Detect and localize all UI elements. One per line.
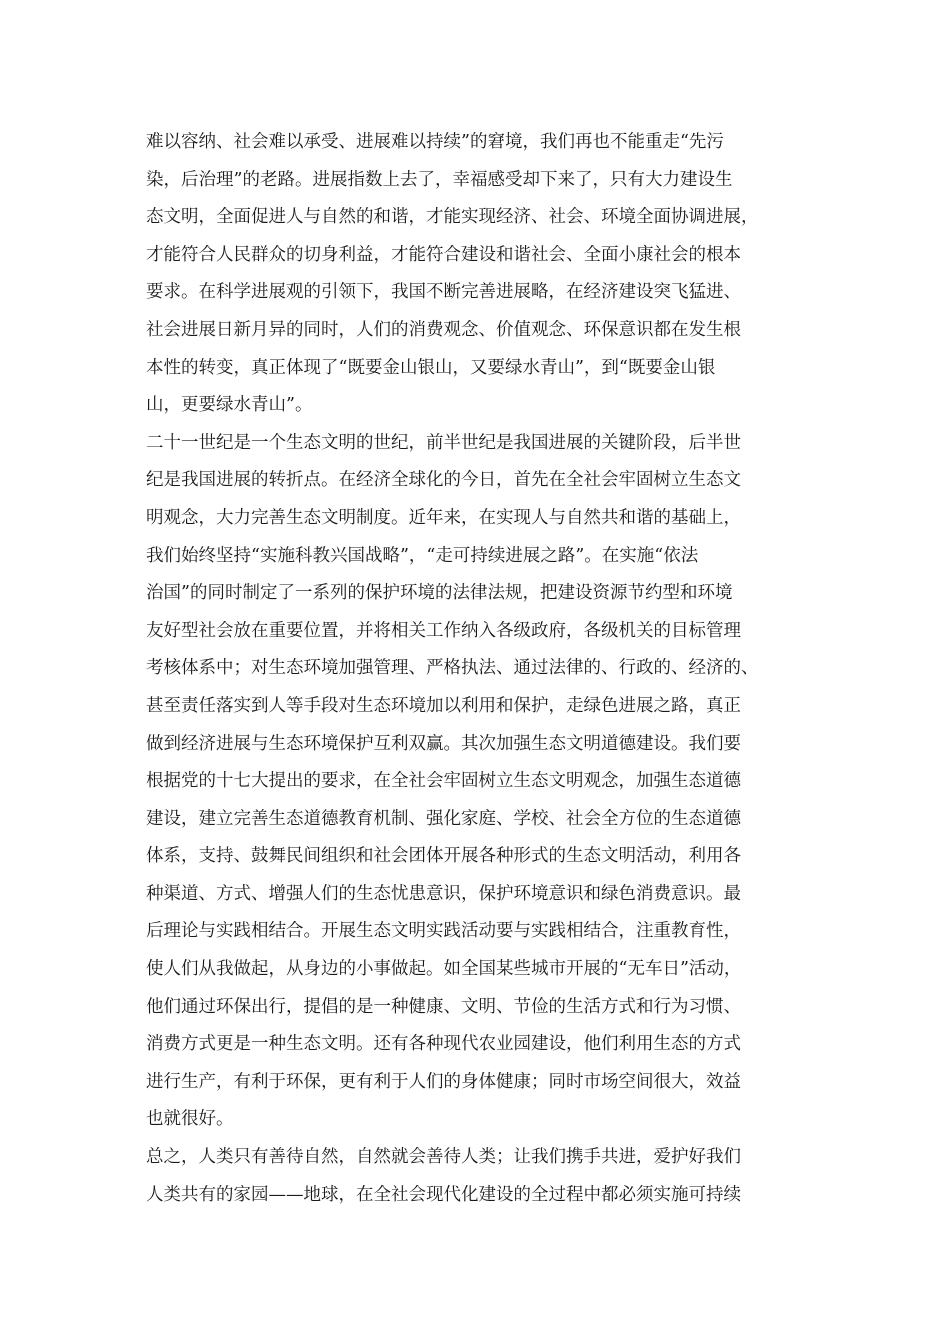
text-line: 建设，建立完善生态道德教育机制、强化家庭、学校、社会全方位的生态道德 xyxy=(146,808,741,829)
text-line: 根据党的十七大提出的要求，在全社会牢固树立生态文明观念，加强生态道德 xyxy=(146,771,741,792)
text-line: 消费方式更是一种生态文明。还有各种现代农业园建设，他们利用生态的方式 xyxy=(146,1034,741,1055)
text-line: 总之，人类只有善待自然，自然就会善待人类；让我们携手共进，爱护好我们 xyxy=(146,1147,741,1168)
text-line: 山，更要绿水青山”。 xyxy=(146,395,313,416)
text-line: 使人们从我做起，从身边的小事做起。如全国某些城市开展的“无车日”活动， xyxy=(146,959,742,980)
text-line: 考核体系中；对生态环境加强管理、严格执法、通过法律的、行政的、经济的、 xyxy=(146,658,759,679)
text-line: 种渠道、方式、增强人们的生态忧患意识，保护环境意识和绿色消费意识。最 xyxy=(146,883,741,904)
text-line: 进行生产，有利于环保，更有利于人们的身体健康；同时市场空间很大，效益 xyxy=(146,1071,741,1092)
text-line: 甚至责任落实到人等手段对生态环境加以利用和保护，走绿色进展之路，真正 xyxy=(146,695,741,716)
text-line: 才能符合人民群众的切身利益，才能符合建设和谐社会、全面小康社会的根本 xyxy=(146,244,741,265)
text-line: 后理论与实践相结合。开展生态文明实践活动要与实践相结合，注重教育性， xyxy=(146,921,741,942)
text-line: 难以容纳、社会难以承受、进展难以持续”的窘境，我们再也不能重走“先污 xyxy=(146,132,724,152)
paragraph-3 xyxy=(146,1139,826,1214)
text-line: 体系，支持、鼓舞民间组织和社会团体开展各种形式的生态文明活动，利用各 xyxy=(146,846,741,867)
text-line: 他们通过环保出行，提倡的是一种健康、文明、节俭的生活方式和行为习惯、 xyxy=(146,996,741,1017)
paragraph-2 xyxy=(146,425,826,1139)
text-line: 要求。在科学进展观的引领下，我国不断完善进展略，在经济建设突飞猛进、 xyxy=(146,282,741,303)
text-line: 社会进展日新月异的同时，人们的消费观念、价值观念、环保意识都在发生根 xyxy=(146,319,741,340)
text-line: 明观念，大力完善生态文明制度。近年来，在实现人与自然共和谐的基础上， xyxy=(146,507,741,528)
text-line: 治国”的同时制定了一系列的保护环境的法律法规，把建设资源节约型和环境 xyxy=(146,583,733,604)
text-line: 我们始终坚持“实施科教兴国战略”，“走可持续进展之路”。在实施“依法 xyxy=(146,545,699,566)
text-line: 二十一世纪是一个生态文明的世纪，前半世纪是我国进展的关键阶段，后半世 xyxy=(146,432,741,453)
text-line: 本性的转变，真正体现了“既要金山银山，又要绿水青山”，到“既要金山银 xyxy=(146,357,716,378)
text-line: 纪是我国进展的转折点。在经济全球化的今日，首先在全社会牢固树立生态文 xyxy=(146,470,741,491)
text-line: 人类共有的家园——地球，在全社会现代化建设的全过程中都必须实施可持续 xyxy=(146,1184,741,1205)
text-line: 也就很好。 xyxy=(146,1109,234,1130)
text-line: 态文明，全面促进人与自然的和谐，才能实现经济、社会、环境全面协调进展， xyxy=(146,207,759,228)
text-line: 染，后治理”的老路。进展指数上去了，幸福感受却下来了，只有大力建设生 xyxy=(146,169,733,190)
paragraph-1 xyxy=(146,124,826,425)
document-body xyxy=(146,124,826,1214)
text-line: 友好型社会放在重要位置，并将相关工作纳入各级政府，各级机关的目标管理 xyxy=(146,620,741,641)
text-line: 做到经济进展与生态环境保护互利双赢。其次加强生态文明道德建设。我们要 xyxy=(146,733,741,754)
